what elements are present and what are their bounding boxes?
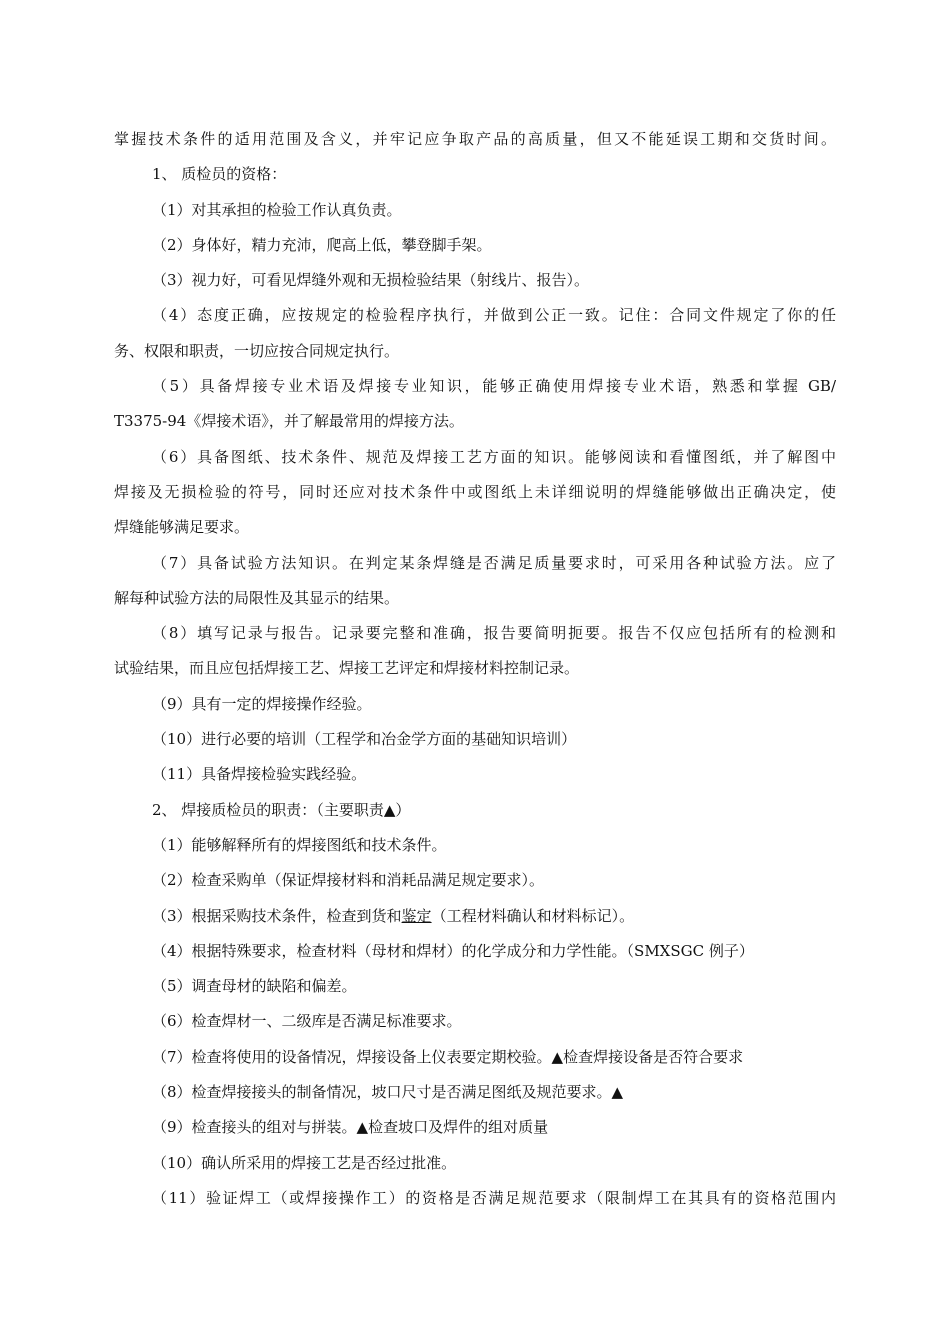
list-item: （2）检查采购单（保证焊接材料和消耗品满足规定要求）。 <box>152 871 545 890</box>
list-item-continuation: 焊接及无损检验的符号，同时还应对技术条件中或图纸上未详细说明的焊缝能够做出正确决定，使 <box>114 482 836 501</box>
list-item: （8）检查焊接接头的制备情况，坡口尺寸是否满足图纸及规范要求。▲ <box>152 1083 624 1102</box>
list-item: （1）对其承担的检验工作认真负责。 <box>152 200 402 219</box>
list-item: （11）验证焊工（或焊接操作工）的资格是否满足规范要求（限制焊工在其具有的资格范围内 <box>152 1188 836 1207</box>
list-item: （4）态度正确，应按规定的检验程序执行，并做到公正一致。记住：合同文件规定了你的任 <box>152 306 836 325</box>
list-item: （10）确认所采用的焊接工艺是否经过批准。 <box>152 1153 457 1172</box>
list-item-continuation: T3375-94《焊接术语》，并了解最常用的焊接方法。 <box>114 412 464 431</box>
list-item-text: （3）根据采购技术条件，检查到货和 <box>152 906 402 925</box>
list-item: （11）具备焊接检验实践经验。 <box>152 765 367 784</box>
underlined-term: 鉴定 <box>401 906 432 925</box>
document-body <box>114 122 836 1216</box>
list-item: （6）检查焊材一、二级库是否满足标准要求。 <box>152 1012 462 1031</box>
list-item-continuation: 试验结果，而且应包括焊接工艺、焊接工艺评定和焊接材料控制记录。 <box>114 659 580 678</box>
list-item: （2）身体好，精力充沛，爬高上低，攀登脚手架。 <box>152 235 492 254</box>
list-item: （9）检查接头的组对与拼装。▲检查坡口及焊件的组对质量 <box>152 1118 549 1137</box>
list-item: （6）具备图纸、技术条件、规范及焊接工艺方面的知识。能够阅读和看懂图纸，并了解图中 <box>152 447 836 466</box>
paragraph-line: 掌握技术条件的适用范围及含义，并牢记应争取产品的高质量，但又不能延误工期和交货时间。 <box>114 130 836 148</box>
list-item: （1）能够解释所有的焊接图纸和技术条件。 <box>152 835 447 854</box>
list-item: （5）调查母材的缺陷和偏差。 <box>152 977 357 996</box>
list-item: （10）进行必要的培训（工程学和冶金学方面的基础知识培训） <box>152 730 577 749</box>
section-heading: 1、 质检员的资格： <box>152 165 287 184</box>
list-item: （3）视力好，可看见焊缝外观和无损检验结果（射线片、报告）。 <box>152 271 590 290</box>
section-heading: 2、 焊接质检员的职责：（主要职责▲） <box>152 800 411 819</box>
list-item-text: （工程材料确认和材料标记）。 <box>431 906 635 925</box>
list-item: （5）具备焊接专业术语及焊接专业知识，能够正确使用焊接专业术语，熟悉和掌握 GB/ <box>152 377 836 396</box>
list-item: （8）填写记录与报告。记录要完整和准确，报告要简明扼要。报告不仅应包括所有的检测和 <box>152 624 836 643</box>
list-item: （7）具备试验方法知识。在判定某条焊缝是否满足质量要求时，可采用各种试验方法。应了 <box>152 553 836 572</box>
list-item: （7）检查将使用的设备情况，焊接设备上仪表要定期校验。▲检查焊接设备是否符合要求 <box>152 1047 744 1066</box>
list-item-continuation: 焊缝能够满足要求。 <box>114 518 250 537</box>
list-item <box>114 899 836 934</box>
list-item: （9）具有一定的焊接操作经验。 <box>152 694 372 713</box>
list-item-continuation: 解每种试验方法的局限性及其显示的结果。 <box>114 588 400 607</box>
list-item: （4）根据特殊要求，检查材料（母材和焊材）的化学成分和力学性能。（SMXSGC 例子） <box>152 941 754 960</box>
list-item-continuation: 务、权限和职责，一切应按合同规定执行。 <box>114 341 400 360</box>
